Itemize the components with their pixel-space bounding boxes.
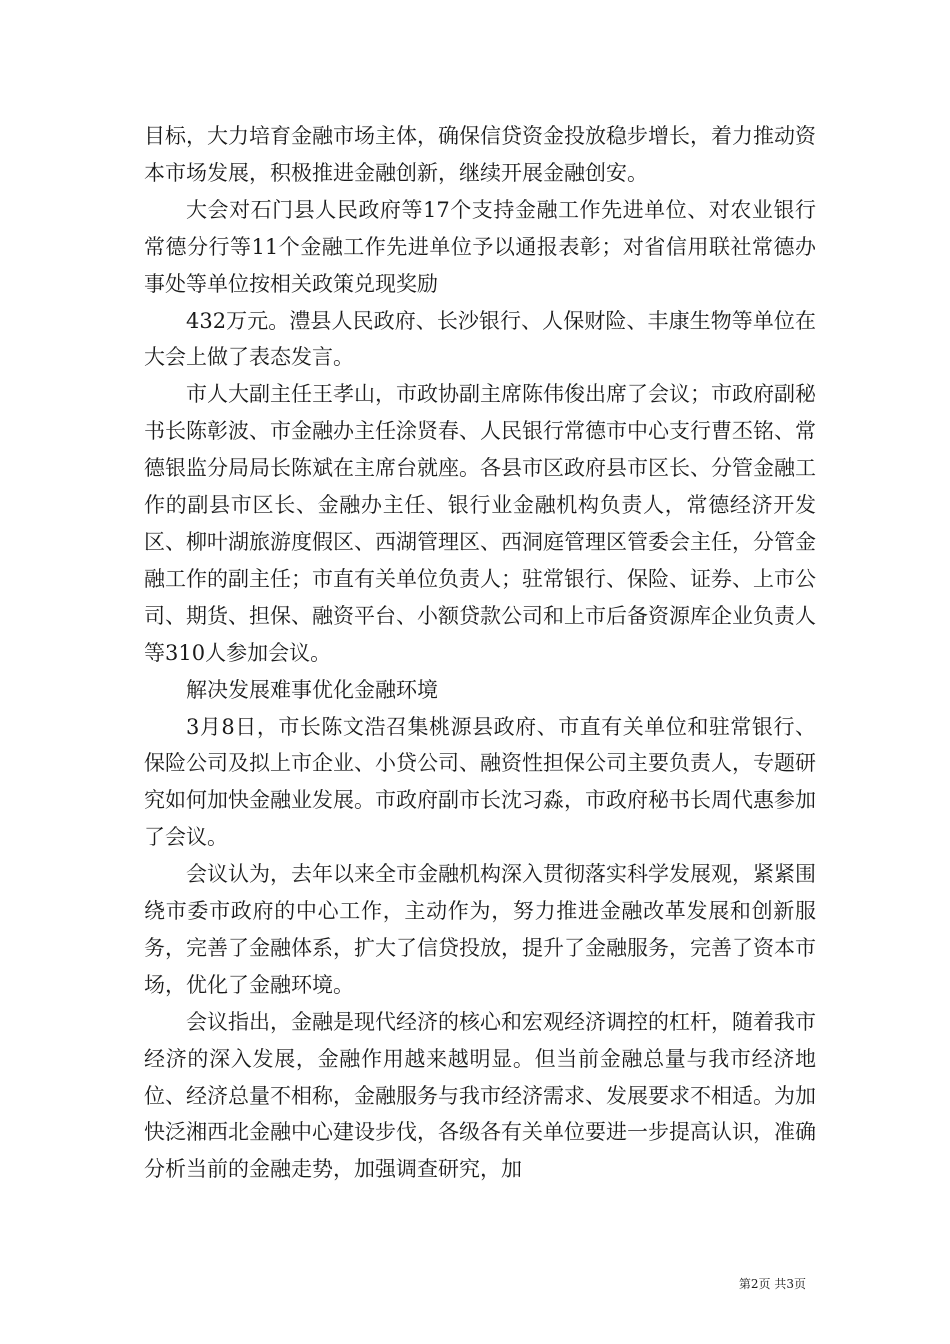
paragraph-1: 目标，大力培育金融市场主体，确保信贷资金投放稳步增长，着力推动资本市场发展，积极推进金融创新，继续开展金融创安。	[144, 124, 816, 185]
section-heading: 解决发展难事优化金融环境	[186, 677, 438, 702]
paragraph-2: 大会对石门县人民政府等17个支持金融工作先进单位、对农业银行常德分行等11个金融工作先进单位予以通报表彰；对省信用联社常德办事处等单位按相关政策兑现奖励	[144, 197, 816, 296]
page-number-footer: 第2页 共3页	[738, 1277, 806, 1291]
paragraph-4: 市人大副主任王孝山，市政协副主席陈伟俊出席了会议；市政府副秘书长陈彰波、市金融办主任涂贤春、人民银行常德市中心支行曹丕铭、常德银监分局局长陈斌在主席台就座。各县市区政府县市区长、分管金融工作的副县市区长、金融办主任、银行业金融机构负责人，常德经济开发区、柳叶湖旅游度假区、西湖管理区、西洞庭管理区管委会主任，分管金融工作的副主任；市直有关单位负责人；驻常银行、保险、证券、上市公司、期货、担保、融资平台、小额贷款公司和上市后备资源库企业负责人等310人参加会议。	[144, 382, 816, 665]
paragraph-3: 432万元。澧县人民政府、长沙银行、人保财险、丰康生物等单位在大会上做了表态发言。	[144, 308, 816, 370]
paragraph-8: 会议指出，金融是现代经济的核心和宏观经济调控的杠杆，随着我市经济的深入发展，金融作用越来越明显。但当前金融总量与我市经济地位、经济总量不相称，金融服务与我市经济需求、发展要求不相适。为加快泛湘西北金融中心建设步伐，各级各有关单位要进一步提高认识，准确分析当前的金融走势，加强调查研究，加	[144, 1009, 816, 1182]
document-body	[144, 118, 816, 1188]
paragraph-6: 3月8日，市长陈文浩召集桃源县政府、市直有关单位和驻常银行、保险公司及拟上市企业、小贷公司、融资性担保公司主要负责人，专题研究如何加快金融业发展。市政府副市长沈习淼，市政府秘书长周代惠参加了会议。	[144, 714, 816, 850]
paragraph-7: 会议认为，去年以来全市金融机构深入贯彻落实科学发展观，紧紧围绕市委市政府的中心工作，主动作为，努力推进金融改革发展和创新服务，完善了金融体系，扩大了信贷投放，提升了金融服务，完善了资本市场，优化了金融环境。	[144, 862, 816, 997]
